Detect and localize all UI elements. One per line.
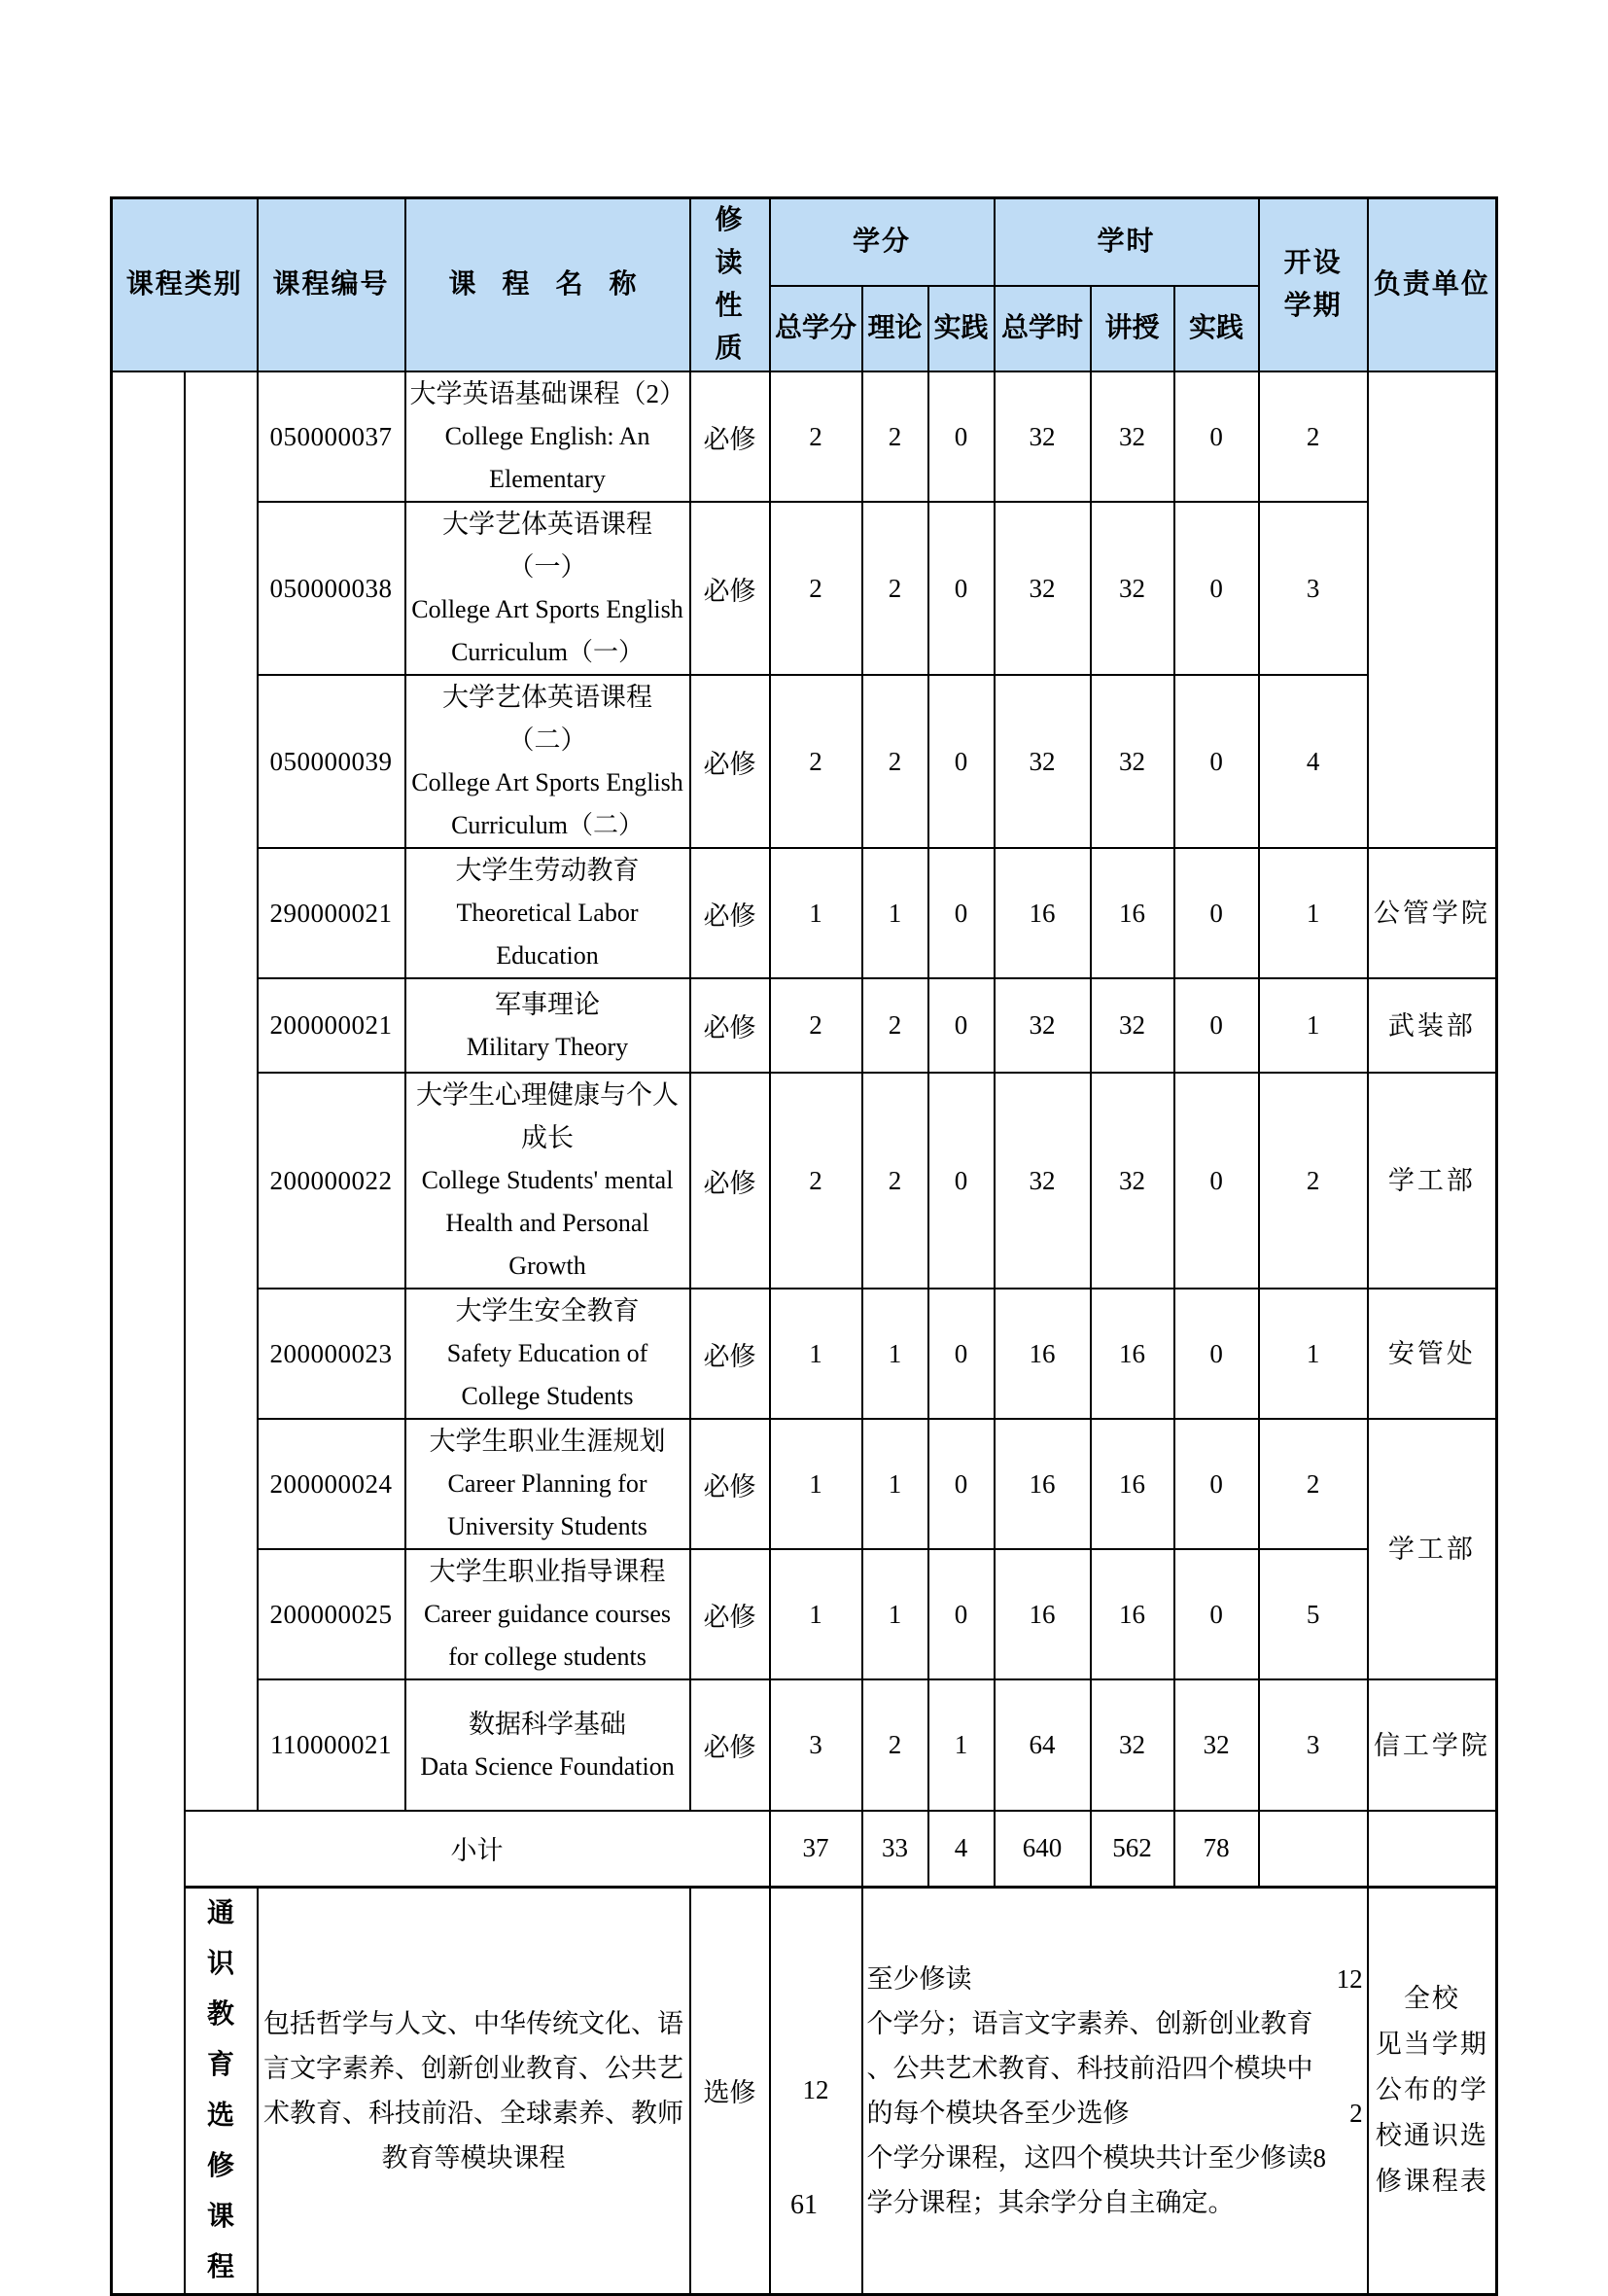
- cell-nature: 必修: [690, 1549, 770, 1679]
- table-row: [112, 1073, 1497, 1289]
- cell-unit: 学工部: [1368, 1073, 1497, 1289]
- page-number: 61: [790, 2190, 818, 2220]
- course-name-zh: 大学英语基础课程（2）: [409, 379, 686, 408]
- note-line: 个学分；语言文字素养、创新创业教育: [866, 2008, 1313, 2038]
- cell-course-name: [405, 1289, 690, 1419]
- cell-theory-credits: 1: [862, 848, 928, 978]
- cell-theory-credits: 2: [862, 371, 928, 502]
- cell-theory-credits: 2: [862, 1073, 928, 1289]
- cell-nature: 必修: [690, 1419, 770, 1549]
- header-practice-credits: 实践: [928, 286, 995, 371]
- header-theory-credits: 理论: [862, 286, 928, 371]
- note-line: 个学分课程，这四个模块共计至少修读8: [866, 2142, 1327, 2172]
- header-credits-group: 学分: [770, 198, 995, 287]
- cell-lecture-hours: 32: [1091, 1073, 1174, 1289]
- course-name-zh: 大学生心理健康与个人成长: [416, 1080, 680, 1152]
- cell-theory-credits: 2: [862, 502, 928, 675]
- table-row: [112, 502, 1497, 675]
- cell-total-credits: 1: [770, 1549, 862, 1679]
- header-unit: 负责单位: [1368, 198, 1497, 372]
- course-name-zh: 大学艺体英语课程（二）: [442, 683, 653, 755]
- cell-nature: 必修: [690, 371, 770, 502]
- cell-practice-credits: 0: [928, 502, 995, 675]
- cell-semester: 3: [1259, 502, 1368, 675]
- cell-course-name: [405, 978, 690, 1073]
- course-name-en: Career Planning for University Students: [447, 1469, 647, 1540]
- table-row: [112, 1289, 1497, 1419]
- category-outer-cell: [112, 371, 185, 2294]
- cell-practice-credits: 0: [928, 978, 995, 1073]
- header-course-name: 课 程 名 称: [405, 198, 690, 372]
- course-name-zh: 大学生安全教育: [455, 1296, 640, 1325]
- cell-practice-credits: 0: [928, 1419, 995, 1549]
- cell-course-code: 200000022: [258, 1073, 405, 1289]
- table-row: [112, 978, 1497, 1073]
- table-row: [112, 1419, 1497, 1549]
- course-name-zh: 大学生职业生涯规划: [429, 1427, 666, 1456]
- cell-practice-hours: 0: [1174, 371, 1259, 502]
- cell-total-credits: 1: [770, 1289, 862, 1419]
- subtotal-label: 小计: [185, 1811, 770, 1887]
- course-name-en: Theoretical Labor Education: [456, 899, 639, 970]
- cell-total-credits: 2: [770, 675, 862, 848]
- cell-total-hours: 32: [995, 978, 1091, 1073]
- cell-theory-credits: 2: [862, 675, 928, 848]
- course-name-zh: 大学艺体英语课程（一）: [442, 510, 653, 582]
- cell-total-credits: 2: [770, 1073, 862, 1289]
- header-semester: 开设学期: [1259, 198, 1368, 372]
- cell-unit: 公管学院: [1368, 848, 1497, 978]
- cell-total-credits: 1: [770, 1419, 862, 1549]
- cell-lecture-hours: 32: [1091, 675, 1174, 848]
- cell-course-code: 200000021: [258, 978, 405, 1073]
- cell-practice-hours: 0: [1174, 1289, 1259, 1419]
- elective-description: 包括哲学与人文、中华传统文化、语言文字素养、创新创业教育、公共艺术教育、科技前沿、全球素养、教师教育等模块课程: [258, 1887, 690, 2294]
- elective-unit-line: 见当学期: [1375, 2030, 1488, 2059]
- table-row: [112, 675, 1497, 848]
- subtotal-lecture-hours: 562: [1091, 1811, 1174, 1887]
- cell-total-credits: 1: [770, 848, 862, 978]
- cell-total-hours: 16: [995, 1549, 1091, 1679]
- cell-course-code: 200000025: [258, 1549, 405, 1679]
- elective-category-line: 通识: [207, 1897, 235, 1979]
- cell-total-hours: 32: [995, 371, 1091, 502]
- cell-practice-credits: 1: [928, 1679, 995, 1811]
- cell-course-code: 050000038: [258, 502, 405, 675]
- cell-semester: 5: [1259, 1549, 1368, 1679]
- cell-theory-credits: 2: [862, 978, 928, 1073]
- cell-total-hours: 32: [995, 675, 1091, 848]
- note-line: 学分课程；其余学分自主确定。: [866, 2187, 1235, 2217]
- elective-unit-cell: [1368, 1887, 1497, 2294]
- elective-nature: 选修: [690, 1887, 770, 2294]
- cell-unit: 信工学院: [1368, 1679, 1497, 1811]
- cell-course-name: [405, 371, 690, 502]
- cell-practice-credits: 0: [928, 371, 995, 502]
- elective-category-line: 选修: [207, 2100, 235, 2181]
- header-course-code: 课程编号: [258, 198, 405, 372]
- cell-unit-merged: 学工部: [1368, 1419, 1497, 1679]
- cell-practice-hours: 0: [1174, 1073, 1259, 1289]
- course-name-en: Data Science Foundation: [420, 1751, 675, 1781]
- subtotal-unit-empty: [1368, 1811, 1497, 1887]
- cell-total-hours: 32: [995, 502, 1091, 675]
- cell-nature: 必修: [690, 1289, 770, 1419]
- note-line: 的每个模块各至少选修 2: [866, 2098, 1363, 2128]
- cell-course-name: [405, 1679, 690, 1811]
- elective-note-cell: [862, 1887, 1368, 2294]
- elective-unit-line: 公布的学: [1375, 2075, 1488, 2104]
- cell-semester: 1: [1259, 848, 1368, 978]
- cell-lecture-hours: 16: [1091, 848, 1174, 978]
- header-row-groups: [112, 198, 1497, 287]
- note-line: 、公共艺术教育、科技前沿四个模块中: [866, 2053, 1313, 2083]
- header-lecture-hours: 讲授: [1091, 286, 1174, 371]
- cell-unit: 安管处: [1368, 1289, 1497, 1419]
- cell-lecture-hours: 32: [1091, 502, 1174, 675]
- cell-practice-hours: 0: [1174, 1549, 1259, 1679]
- cell-lecture-hours: 16: [1091, 1289, 1174, 1419]
- cell-total-hours: 64: [995, 1679, 1091, 1811]
- cell-practice-hours: 0: [1174, 1419, 1259, 1549]
- cell-lecture-hours: 16: [1091, 1419, 1174, 1549]
- cell-course-name: [405, 1549, 690, 1679]
- note-line: 至少修读 12: [866, 1963, 1363, 1994]
- cell-total-credits: 3: [770, 1679, 862, 1811]
- cell-nature: 必修: [690, 1679, 770, 1811]
- cell-lecture-hours: 32: [1091, 978, 1174, 1073]
- cell-total-credits: 2: [770, 978, 862, 1073]
- header-nature: 修读性质: [690, 198, 770, 372]
- curriculum-table: [110, 196, 1498, 2296]
- cell-course-code: 290000021: [258, 848, 405, 978]
- course-name-en: Career guidance courses for college students: [423, 1600, 672, 1671]
- cell-course-name: [405, 502, 690, 675]
- header-practice-hours: 实践: [1174, 286, 1259, 371]
- cell-theory-credits: 1: [862, 1419, 928, 1549]
- course-name-en: College English: An Elementary: [444, 422, 650, 493]
- cell-lecture-hours: 32: [1091, 1679, 1174, 1811]
- cell-total-hours: 16: [995, 1419, 1091, 1549]
- header-total-hours: 总学时: [995, 286, 1091, 371]
- cell-total-credits: 2: [770, 502, 862, 675]
- subtotal-practice-credits: 4: [928, 1811, 995, 1887]
- cell-total-hours: 16: [995, 848, 1091, 978]
- cell-nature: 必修: [690, 675, 770, 848]
- cell-nature: 必修: [690, 1073, 770, 1289]
- cell-semester: 1: [1259, 978, 1368, 1073]
- subtotal-total-credits: 37: [770, 1811, 862, 1887]
- cell-practice-credits: 0: [928, 1549, 995, 1679]
- subtotal-row: [112, 1811, 1497, 1887]
- subtotal-total-hours: 640: [995, 1811, 1091, 1887]
- cell-semester: 2: [1259, 1419, 1368, 1549]
- cell-nature: 必修: [690, 502, 770, 675]
- header-category: 课程类别: [112, 198, 258, 372]
- cell-semester: 3: [1259, 1679, 1368, 1811]
- cell-semester: 4: [1259, 675, 1368, 848]
- course-name-zh: 大学生劳动教育: [455, 856, 640, 885]
- category-inner-cell: [185, 371, 258, 1811]
- elective-category-cell: [185, 1887, 258, 2294]
- cell-nature: 必修: [690, 978, 770, 1073]
- elective-unit-line: 全校: [1403, 1984, 1460, 2013]
- cell-practice-hours: 0: [1174, 848, 1259, 978]
- cell-lecture-hours: 16: [1091, 1549, 1174, 1679]
- cell-practice-credits: 0: [928, 1073, 995, 1289]
- table-row: [112, 371, 1497, 502]
- cell-course-name: [405, 675, 690, 848]
- course-name-en: College Art Sports English Curriculum（二）: [411, 768, 683, 839]
- cell-unit: 武装部: [1368, 978, 1497, 1073]
- cell-practice-credits: 0: [928, 1289, 995, 1419]
- cell-practice-hours: 0: [1174, 675, 1259, 848]
- cell-course-code: 050000039: [258, 675, 405, 848]
- cell-course-name: [405, 848, 690, 978]
- elective-unit-line: 修课程表: [1375, 2167, 1488, 2196]
- cell-total-hours: 16: [995, 1289, 1091, 1419]
- elective-row: [112, 1887, 1497, 2294]
- header-hours-group: 学时: [995, 198, 1259, 287]
- cell-theory-credits: 2: [862, 1679, 928, 1811]
- cell-practice-hours: 0: [1174, 502, 1259, 675]
- cell-course-code: 200000023: [258, 1289, 405, 1419]
- course-name-zh: 军事理论: [495, 989, 601, 1019]
- elective-unit-line: 校通识选: [1375, 2121, 1488, 2150]
- cell-semester: 1: [1259, 1289, 1368, 1419]
- course-name-en: Safety Education of College Students: [446, 1339, 648, 1410]
- cell-course-code: 050000037: [258, 371, 405, 502]
- cell-lecture-hours: 32: [1091, 371, 1174, 502]
- cell-total-credits: 2: [770, 371, 862, 502]
- course-name-en: College Art Sports English Curriculum（一）: [411, 595, 683, 666]
- elective-category-line: 课程: [207, 2201, 235, 2282]
- elective-credits: 12: [770, 1887, 862, 2294]
- cell-semester: 2: [1259, 1073, 1368, 1289]
- header-total-credits: 总学分: [770, 286, 862, 371]
- cell-theory-credits: 1: [862, 1289, 928, 1419]
- course-name-zh: 大学生职业指导课程: [429, 1557, 666, 1586]
- cell-total-hours: 32: [995, 1073, 1091, 1289]
- subtotal-semester-empty: [1259, 1811, 1368, 1887]
- cell-theory-credits: 1: [862, 1549, 928, 1679]
- course-name-en: Military Theory: [466, 1032, 629, 1061]
- subtotal-practice-hours: 78: [1174, 1811, 1259, 1887]
- course-name-zh: 数据科学基础: [469, 1709, 627, 1739]
- cell-nature: 必修: [690, 848, 770, 978]
- cell-practice-hours: 32: [1174, 1679, 1259, 1811]
- table-row: [112, 848, 1497, 978]
- table-row: [112, 1549, 1497, 1679]
- cell-course-code: 110000021: [258, 1679, 405, 1811]
- cell-practice-hours: 0: [1174, 978, 1259, 1073]
- cell-practice-credits: 0: [928, 675, 995, 848]
- subtotal-theory-credits: 33: [862, 1811, 928, 1887]
- cell-course-name: [405, 1419, 690, 1549]
- cell-practice-credits: 0: [928, 848, 995, 978]
- elective-category-line: 教育: [207, 1998, 235, 2080]
- course-name-en: College Students' mental Health and Personal Growth: [421, 1166, 674, 1280]
- cell-course-name: [405, 1073, 690, 1289]
- cell-semester: 2: [1259, 371, 1368, 502]
- table-row: [112, 1679, 1497, 1811]
- cell-course-code: 200000024: [258, 1419, 405, 1549]
- cell-unit-merged-empty: [1368, 371, 1497, 848]
